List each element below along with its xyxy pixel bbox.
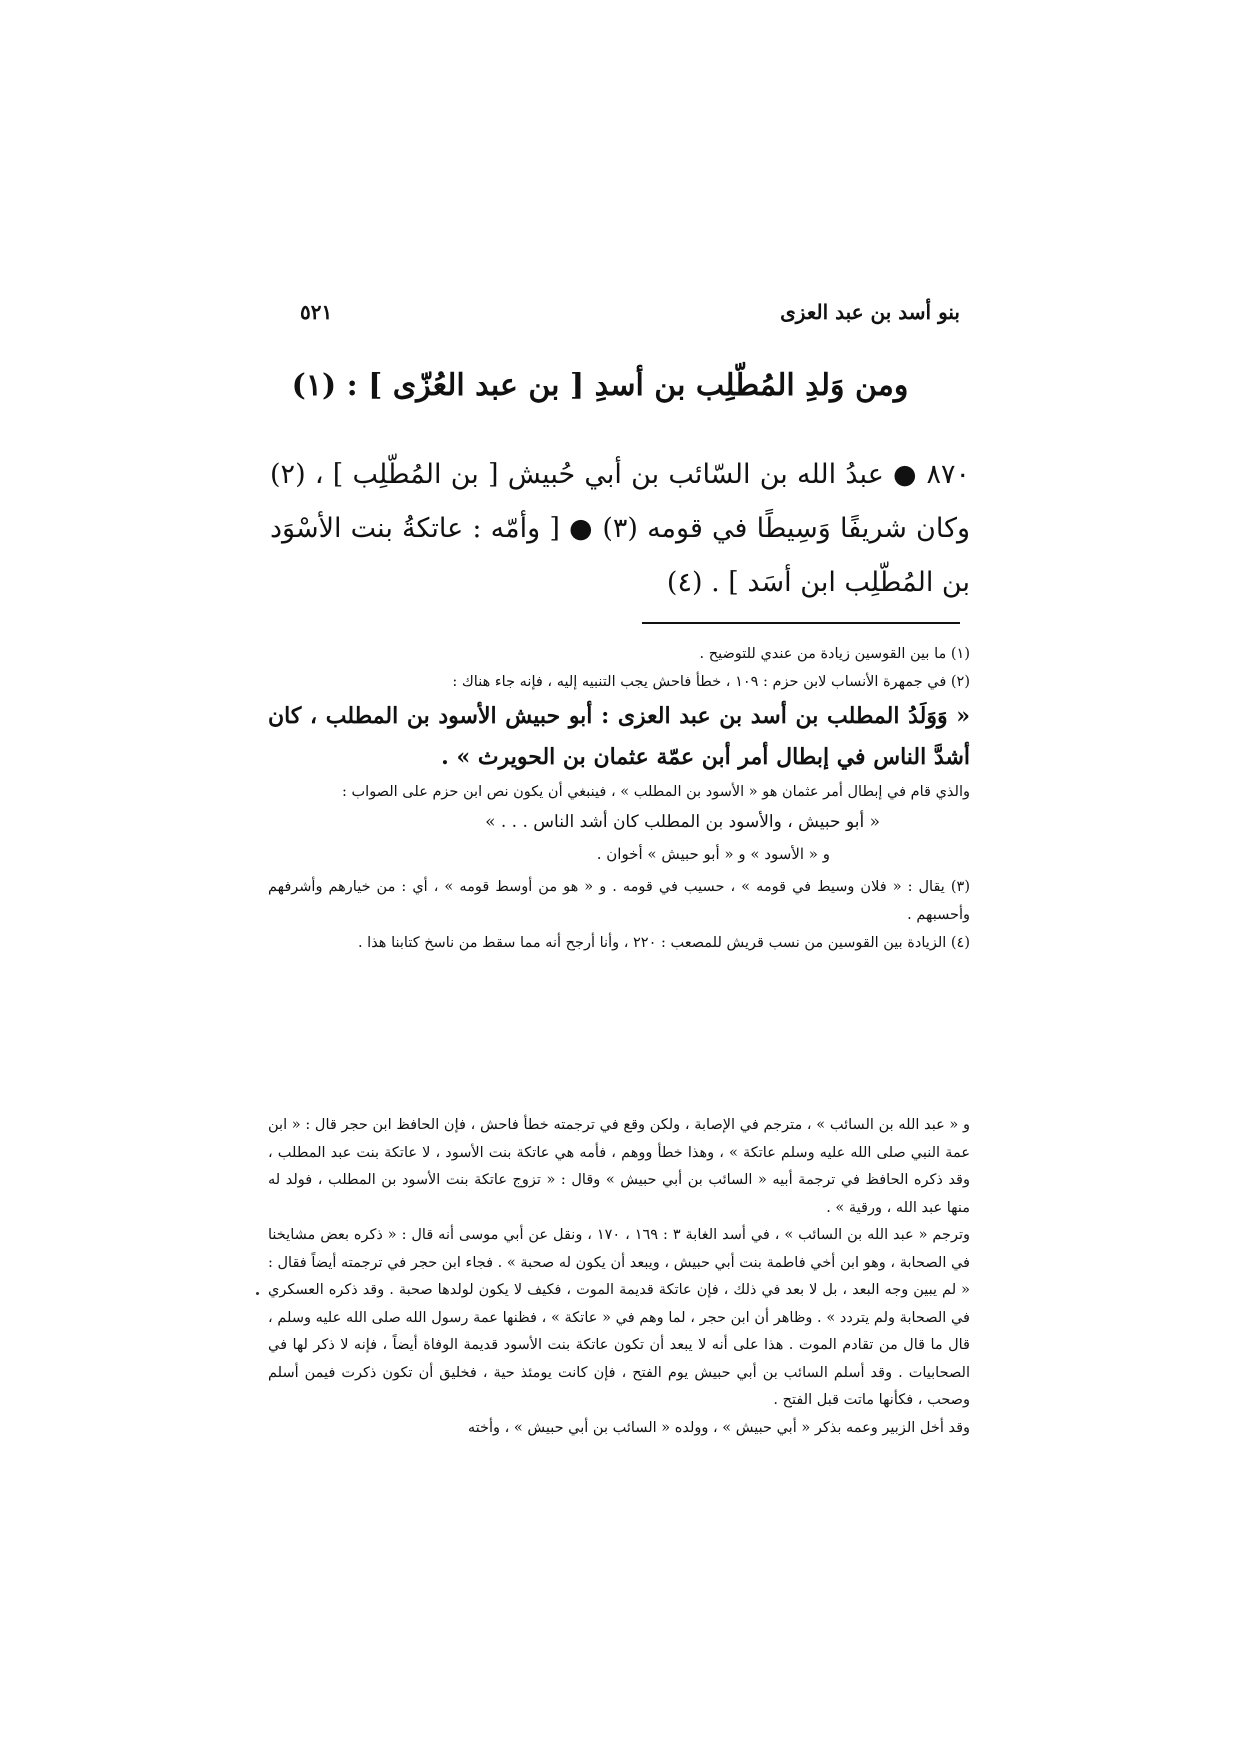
commentary-paragraph-1: و « عبد الله بن السائب » ، مترجم في الإصابة ، ولكن وقع في ترجمته خطأ فاحش ، فإن الحافظ ابن حجر قال : « ابن عمة النبي صلى الله عليه وسلم عاتكة » ، وهذا خطأ ووهم ، فأمه هي عاتكة بنت الأسود ، لا عاتكة بنت عبد المطلب ، وقد ذكره الحافظ في ترجمة أبيه « السائب بن أبي حبيش » وقال : « تزوج عاتكة بنت الأسود بن المطلب ، فولد له منها عبد الله ، ورقية » .	[268, 1117, 970, 1216]
page-number: ٥٢١	[300, 300, 333, 324]
footnote-2-brothers: و « الأسود » و « أبو حبيش » أخوان .	[596, 845, 830, 863]
footnote-3: (٣) يقال : « فلان وسيط في قومه » ، حسيب في قومه . و « هو من أوسط قومه » ، أي : من خيارهم وأشرفهم وأحسبهم .	[268, 879, 970, 923]
main-entry	[270, 448, 970, 610]
footnote-2-intro: (٢) في جمهرة الأنساب لابن حزم : ١٠٩ ، خطأ فاحش يجب التنبيه إليه ، فإنه جاء هناك :	[452, 674, 970, 690]
footnote-2-after: والذي قام في إبطال أمر عثمان هو « الأسود بن المطلب » ، فينبغي أن يكون نص ابن حزم على الصواب :	[342, 784, 970, 800]
footnote-1: (١) ما بين القوسين زيادة من عندي للتوضيح .	[699, 646, 970, 662]
entry-870-text: ٨٧٠ ● عبدُ الله بن السّائب بن أبي حُبيش [ بن المُطّلِب ] ، (٢) وكان شريفًا وَسِيطًا في قومه (٣) ● [ وأمّه : عاتكةُ بنت الأسْوَد بن المُطّلِب ابن أسَد ] . (٤)	[270, 459, 970, 598]
footnote-4: (٤) الزيادة بين القوسين من نسب قريش للمصعب : ٢٢٠ ، وأنا أرجح أنه مما سقط من ناسخ كتابنا هذا .	[357, 935, 970, 951]
page-header	[300, 292, 960, 332]
footnote-2-quote: « وَوَلَدُ المطلب بن أسد بن عبد العزى : أبو حبيش الأسود بن المطلب ، كان أشدَّ الناس في إبطال أمر أبن عمّة عثمان بن الحويرث » .	[268, 703, 970, 770]
commentary-paragraph-3: وقد أخل الزبير وعمه بذكر « أبي حبيش » ، وولده « السائب بن أبي حبيش » ، وأخته	[467, 1419, 970, 1436]
footnote-divider	[642, 622, 960, 624]
margin-speck	[256, 1292, 259, 1295]
commentary-paragraph-2: وترجم « عبد الله بن السائب » ، في أسد الغابة ٣ : ١٦٩ ، ١٧٠ ، ونقل عن أبي موسى أنه قال : « ذكره بعض مشايخنا في الصحابة ، وهو ابن أخي فاطمة بنت أبي حبيش ، ويبعد أن يكون له صحبة » . فجاء ابن حجر في ترجمته أيضاً فقال : « لم يبين وجه البعد ، بل لا بعد في ذلك ، فإن عاتكة قديمة الموت ، فكيف لا يكون لولدها صحبة . وقد ذكره العسكري في الصحابة ولم يتردد » . وظاهر أن ابن حجر ، لما وهم في « عاتكة » ، فظنها عمة رسول الله صلى الله عليه وسلم ، قال ما قال من تقادم الموت . هذا على أنه لا يبعد أن تكون عاتكة بنت الأسود قديمة الوفاة أيضاً ، فإنه لا ذكر لها في الصحابيات . وقد أسلم السائب بن أبي حبيش يوم الفتح ، فإن كانت يومئذ حية ، فخليق أن تكون ذكرت فيمن أسلم وصحب ، فكأنها ماتت قبل الفتح .	[268, 1227, 971, 1408]
section-title: ومن وَلدِ المُطّلِب بن أسدِ [ بن عبد العُزّى ] : (١)	[291, 368, 909, 403]
footnotes	[268, 640, 970, 957]
footnote-2-correction: « أبو حبيش ، والأسود بن المطلب كان أشد الناس . . . »	[485, 812, 880, 832]
commentary	[268, 1112, 970, 1442]
running-title: بنو أسد بن عبد العزى	[780, 300, 960, 324]
